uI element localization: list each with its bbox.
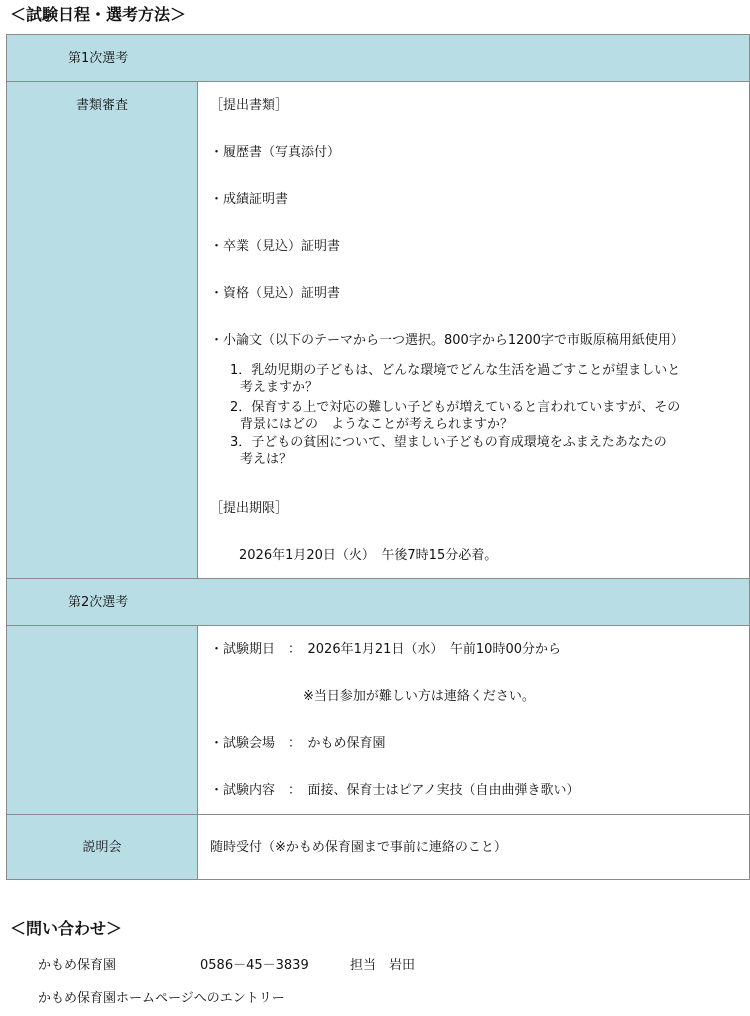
essay-topic-1-line1: 1．乳幼児期の子どもは、どんな環境でどんな生活を過ごすことが望ましいと xyxy=(230,363,681,378)
exam-date: ・試験期日 ： 2026年1月21日（水） 午前10時00分から xyxy=(210,642,561,657)
stage1-header-row xyxy=(6,34,750,82)
stage2-content-cell xyxy=(197,625,750,815)
deadline-heading: ［提出期限］ xyxy=(210,501,289,516)
stage1-label: 書類審査 xyxy=(75,98,128,113)
contact-person: 担当 岩田 xyxy=(350,958,416,973)
stage1-header-label: 第1次選考 xyxy=(68,51,129,66)
document-item-essay: ・小論文（以下のテーマから一つ選択。800字から1200字で市販原稿用紙使用） xyxy=(210,333,684,348)
page-title: ＜試験日程・選考方法＞ xyxy=(10,5,187,24)
briefing-text: 随時受付（※かもめ保育園まで事前に連絡のこと） xyxy=(210,840,507,855)
essay-topic-3-line1: 3．子どもの貧困について、望ましい子どもの育成環境をふまえたあなたの xyxy=(230,435,667,450)
briefing-label-cell xyxy=(6,814,198,880)
contact-title: ＜問い合わせ＞ xyxy=(10,919,123,938)
stage2-header-label: 第2次選考 xyxy=(68,595,129,610)
exam-content: ・試験内容 ： 面接、保育士はピアノ実技（自由曲弾き歌い） xyxy=(210,783,580,798)
briefing-content-cell xyxy=(197,814,750,880)
stage2-label-cell xyxy=(6,625,198,815)
stage1-content-cell xyxy=(197,81,750,579)
contact-phone: 0586－45－3839 xyxy=(200,958,309,973)
exam-venue: ・試験会場 ： かもめ保育園 xyxy=(210,736,386,751)
document-item-transcript: ・成績証明書 xyxy=(210,192,289,207)
contact-org: かもめ保育園 xyxy=(38,958,117,973)
homepage-entry-link[interactable]: かもめ保育園ホームページへのエントリー xyxy=(38,991,285,1006)
deadline-text: 2026年1月20日（火） 午後7時15分必着。 xyxy=(239,548,498,563)
essay-topic-2-line2: 背景にはどの ようなことが考えられますか？ xyxy=(240,417,514,432)
document-item-qualification-cert: ・資格（見込）証明書 xyxy=(210,286,341,301)
stage2-header-row xyxy=(6,578,750,626)
briefing-label: 説明会 xyxy=(82,840,122,855)
essay-topic-3-line2: 考えは？ xyxy=(240,452,293,467)
document-item-resume: ・履歴書（写真添付） xyxy=(210,145,341,160)
documents-heading: ［提出書類］ xyxy=(210,98,289,113)
document-item-graduation-cert: ・卒業（見込）証明書 xyxy=(210,239,341,254)
essay-topic-1-line2: 考えますか？ xyxy=(240,380,319,395)
stage1-label-cell xyxy=(6,81,198,579)
essay-topic-2-line1: 2．保育する上で対応の難しい子どもが増えていると言われていますが、その xyxy=(230,400,681,415)
attendance-note: ※当日参加が難しい方は連絡ください。 xyxy=(303,689,535,704)
